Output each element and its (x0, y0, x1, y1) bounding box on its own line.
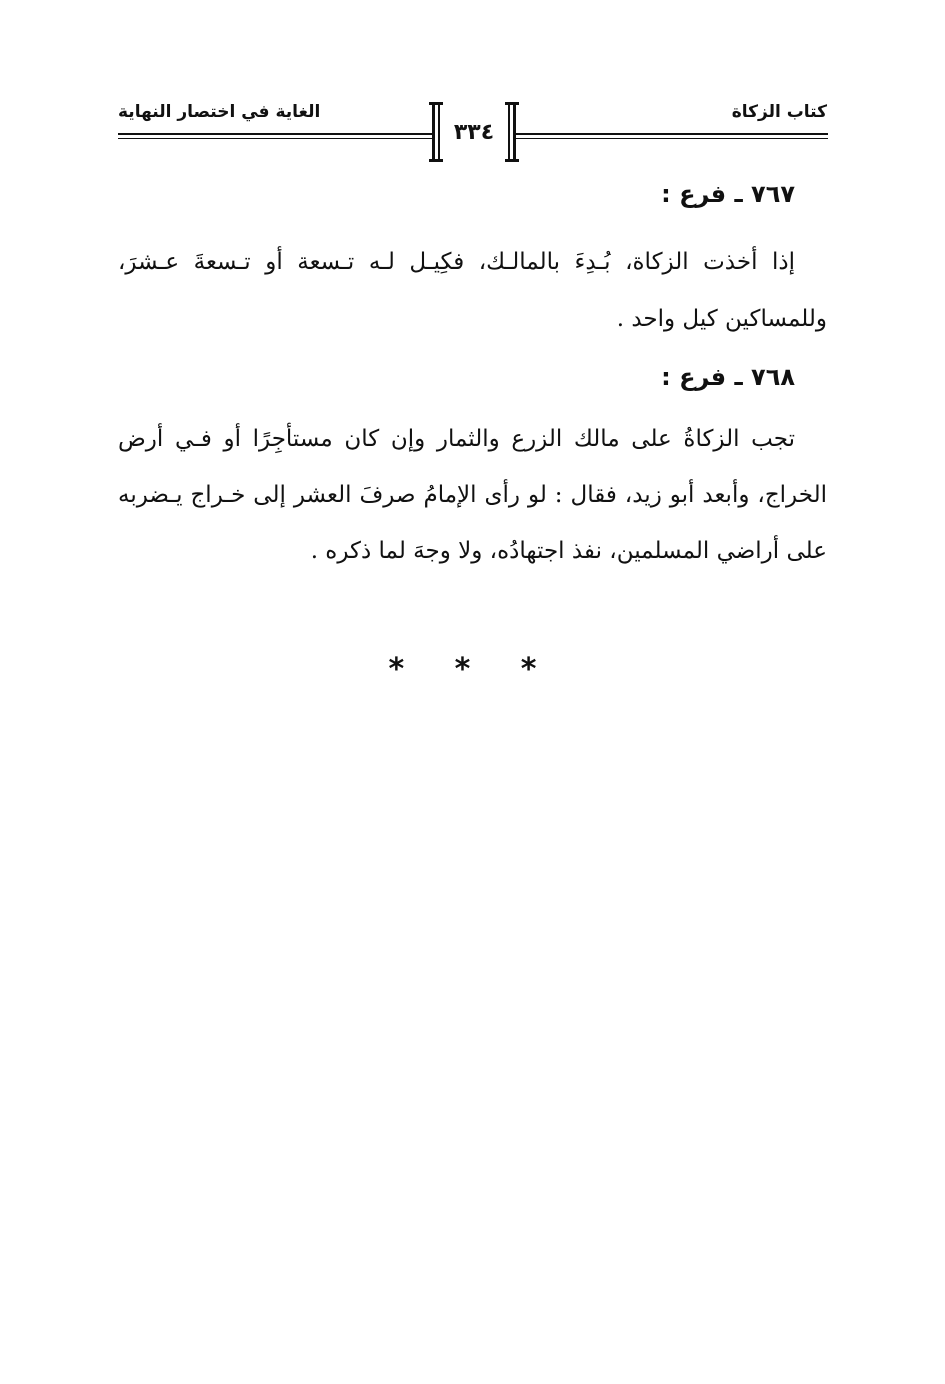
section-heading-767: ٧٦٧ ـ فرع : (661, 180, 795, 208)
running-header-chapter: كتاب الزكاة (731, 102, 827, 122)
section-767-line-1: إذا أخذت الزكاة، بُـدِءَ بالمالـك، فكِيـل لـه تـسعة أو تـسعةَ عـشرَ، (118, 249, 795, 275)
running-header-book-title: الغاية في اختصار النهاية (118, 102, 321, 122)
section-heading-768: ٧٦٨ ـ فرع : (661, 363, 795, 391)
section-768-line-2: الخراج، وأبعد أبو زيد، فقال : لو رأى الإمامُ صرفَ العشر إلى خـراج يـضربه (118, 482, 827, 508)
page-number: ٣٣٤ (453, 120, 495, 145)
section-separator-stars: * * * (388, 652, 557, 687)
section-768-line-3: على أراضي المسلمين، نفذ اجتهادُه، ولا وجهَ لما ذكره . (310, 538, 827, 564)
page-number-frame (432, 104, 516, 160)
section-768-line-1: تجب الزكاةُ على مالك الزرع والثمار وإن كان مستأجِرًا أو فـي أرض (118, 426, 795, 452)
section-767-line-2: وللمساكين كيل واحد . (616, 306, 827, 332)
